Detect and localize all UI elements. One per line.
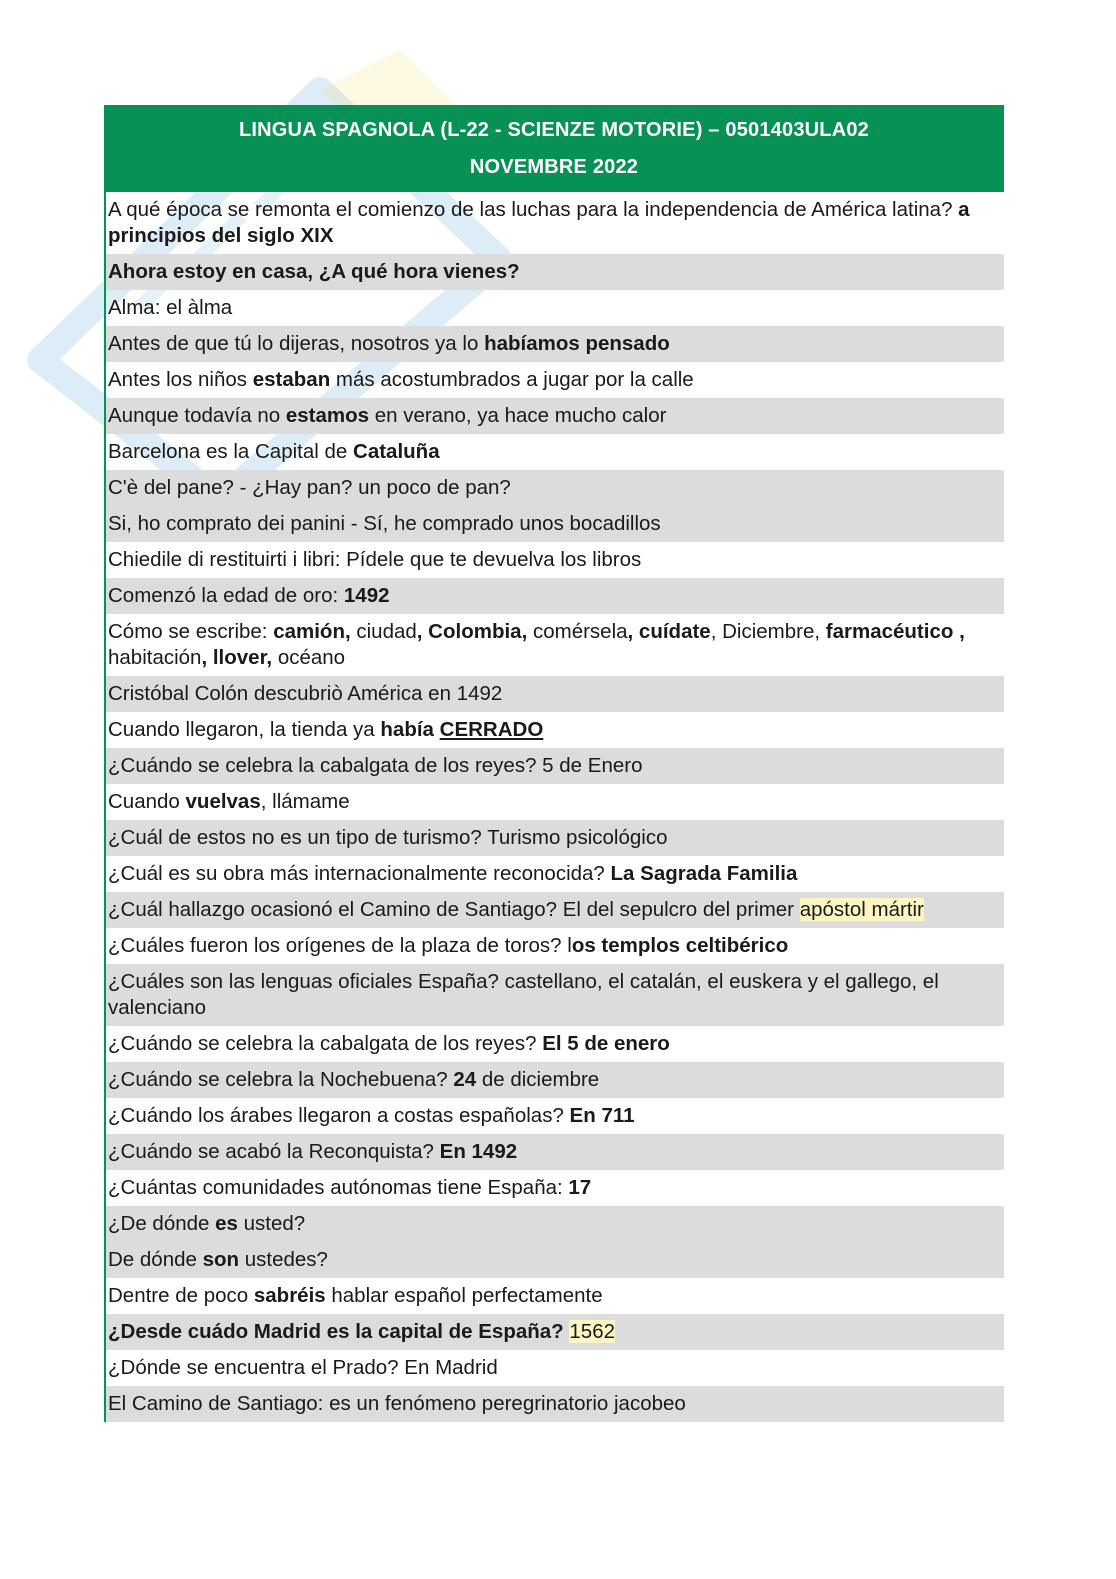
qa-row: [106, 1206, 1004, 1242]
qa-row: [106, 192, 1004, 254]
qa-row: [106, 856, 1004, 892]
row-text: ¿Cuál es su obra más internacionalmente reconocida?: [108, 862, 611, 885]
row-text: Comenzó la edad de oro:: [108, 584, 344, 607]
qa-row: [106, 928, 1004, 964]
qa-row: [106, 820, 1004, 856]
qa-row: [106, 434, 1004, 470]
row-text: comérsela: [527, 620, 628, 643]
row-text: más acostumbrados a jugar por la calle: [330, 368, 694, 391]
document-date: NOVEMBRE 2022: [469, 156, 639, 178]
qa-row: [106, 1350, 1004, 1386]
qa-row: [106, 254, 1004, 290]
row-text: A qué época se remonta el comienzo de las luchas para la independencia de América latina?: [108, 198, 959, 221]
answer-text: ¿Desde cuádo Madrid es la capital de España?: [108, 1320, 564, 1343]
row-text: Cristóbal Colón descubriò América en 1492: [108, 682, 503, 705]
answer-text: son: [202, 1248, 240, 1271]
row-text: Antes de que tú lo dijeras, nosotros ya lo: [108, 332, 485, 355]
qa-row: [106, 578, 1004, 614]
row-text: ¿Cuándo los árabes llegaron a costas españolas?: [108, 1104, 570, 1127]
answer-text: 1492: [343, 584, 390, 607]
qa-row: [106, 398, 1004, 434]
row-text: ciudad: [350, 620, 417, 643]
row-text: ¿Cuál hallazgo ocasionó el Camino de Santiago? El del sepulcro del primer: [108, 898, 800, 921]
answer-text: sabréis: [253, 1284, 326, 1307]
answer-text: En 711: [569, 1104, 635, 1127]
answer-text: En 1492: [439, 1140, 518, 1163]
highlighted-text: 1562: [569, 1320, 616, 1343]
qa-row: [106, 362, 1004, 398]
answer-text: Cataluña: [353, 440, 440, 463]
row-text: en verano, ya hace mucho calor: [369, 404, 667, 427]
document-title: LINGUA SPAGNOLA (L-22 - SCIENZE MOTORIE) – 0501403ULA02: [238, 119, 869, 141]
answer-text: CERRADO: [439, 718, 544, 741]
row-text: ¿Cuáles son las lenguas oficiales España? castellano, el catalán, el euskera y el gallego, el valenciano: [108, 970, 939, 1019]
answer-text: a principios del siglo XIX: [108, 198, 970, 247]
qa-row: [106, 1170, 1004, 1206]
row-text: ¿Cuándo se celebra la cabalgata de los reyes?: [108, 1032, 543, 1055]
qa-row: [106, 326, 1004, 362]
row-text: C'è del pane? - ¿Hay pan? un poco de pan?: [108, 476, 511, 499]
row-text: ¿Cuándo se celebra la cabalgata de los reyes? 5 de Enero: [108, 754, 643, 777]
highlighted-text: apóstol mártir: [799, 898, 924, 921]
row-text: El Camino de Santiago: es un fenómeno peregrinatorio jacobeo: [108, 1392, 686, 1415]
row-text: ¿Dónde se encuentra el Prado? En Madrid: [108, 1356, 498, 1379]
qa-row: [106, 290, 1004, 326]
row-text: ¿Cuándo se acabó la Reconquista?: [108, 1140, 440, 1163]
answer-text: 17: [568, 1176, 592, 1199]
row-text: océano: [272, 646, 346, 669]
answer-text: es: [215, 1212, 238, 1235]
qa-row: [106, 1314, 1004, 1350]
row-text: Barcelona es la Capital de: [108, 440, 354, 463]
answer-text: farmacéutico ,: [825, 620, 965, 643]
row-text: Chiedile di restituirti i libri: Pídele que te devuelva los libros: [108, 548, 642, 571]
qa-row: [106, 1062, 1004, 1098]
answer-text: estamos: [285, 404, 370, 427]
qa-list: [104, 192, 1004, 1422]
qa-row: [106, 712, 1004, 748]
row-text: hablar español perfectamente: [325, 1284, 603, 1307]
answer-text: Ahora estoy en casa, ¿A qué hora vienes?: [108, 260, 520, 283]
row-text: Aunque todavía no: [108, 404, 286, 427]
row-text: usted?: [237, 1212, 306, 1235]
answer-text: habíamos pensado: [484, 332, 670, 355]
row-text: ¿Cuáles fueron los orígenes de la plaza de toros? l: [108, 934, 572, 957]
answer-text: , Colombia,: [416, 620, 528, 643]
row-text: Dentre de poco: [108, 1284, 254, 1307]
row-text: De dónde: [108, 1248, 203, 1271]
qa-row: [106, 1386, 1004, 1422]
document-header: [104, 105, 1004, 192]
answer-text: , cuídate: [627, 620, 711, 643]
answer-text: os templos celtibérico: [571, 934, 789, 957]
qa-row: [106, 1134, 1004, 1170]
qa-row: [106, 1026, 1004, 1062]
qa-row: [106, 1098, 1004, 1134]
row-text: Antes los niños: [108, 368, 253, 391]
qa-row: [106, 964, 1004, 1026]
row-text: Cuando llegaron, la tienda ya: [108, 718, 381, 741]
row-text: de diciembre: [476, 1068, 600, 1091]
qa-row: [106, 676, 1004, 712]
row-text: habitación: [108, 646, 202, 669]
document-sheet: [104, 105, 1004, 1422]
row-text: , Diciembre,: [710, 620, 826, 643]
row-text: Cuando: [108, 790, 186, 813]
qa-row: [106, 1242, 1004, 1278]
row-text: ¿De dónde: [108, 1212, 216, 1235]
row-text: Alma: el àlma: [108, 296, 233, 319]
qa-row: [106, 506, 1004, 542]
row-text: Cómo se escribe:: [108, 620, 274, 643]
answer-text: vuelvas: [185, 790, 261, 813]
answer-text: El 5 de enero: [542, 1032, 670, 1055]
qa-row: [106, 892, 1004, 928]
qa-row: [106, 1278, 1004, 1314]
answer-text: , llover,: [201, 646, 273, 669]
qa-row: [106, 614, 1004, 676]
row-text: ustedes?: [239, 1248, 328, 1271]
row-text: , llámame: [260, 790, 350, 813]
answer-text: La Sagrada Familia: [610, 862, 798, 885]
answer-text: había: [380, 718, 434, 741]
answer-text: 24: [453, 1068, 477, 1091]
answer-text: estaban: [252, 368, 331, 391]
qa-row: [106, 542, 1004, 578]
row-text: ¿Cuándo se celebra la Nochebuena?: [108, 1068, 454, 1091]
qa-row: [106, 784, 1004, 820]
qa-row: [106, 470, 1004, 506]
row-text: Si, ho comprato dei panini - Sí, he comprado unos bocadillos: [108, 512, 661, 535]
row-text: ¿Cuántas comunidades autónomas tiene España:: [108, 1176, 569, 1199]
answer-text: camión,: [273, 620, 351, 643]
row-text: ¿Cuál de estos no es un tipo de turismo? Turismo psicológico: [108, 826, 668, 849]
qa-row: [106, 748, 1004, 784]
